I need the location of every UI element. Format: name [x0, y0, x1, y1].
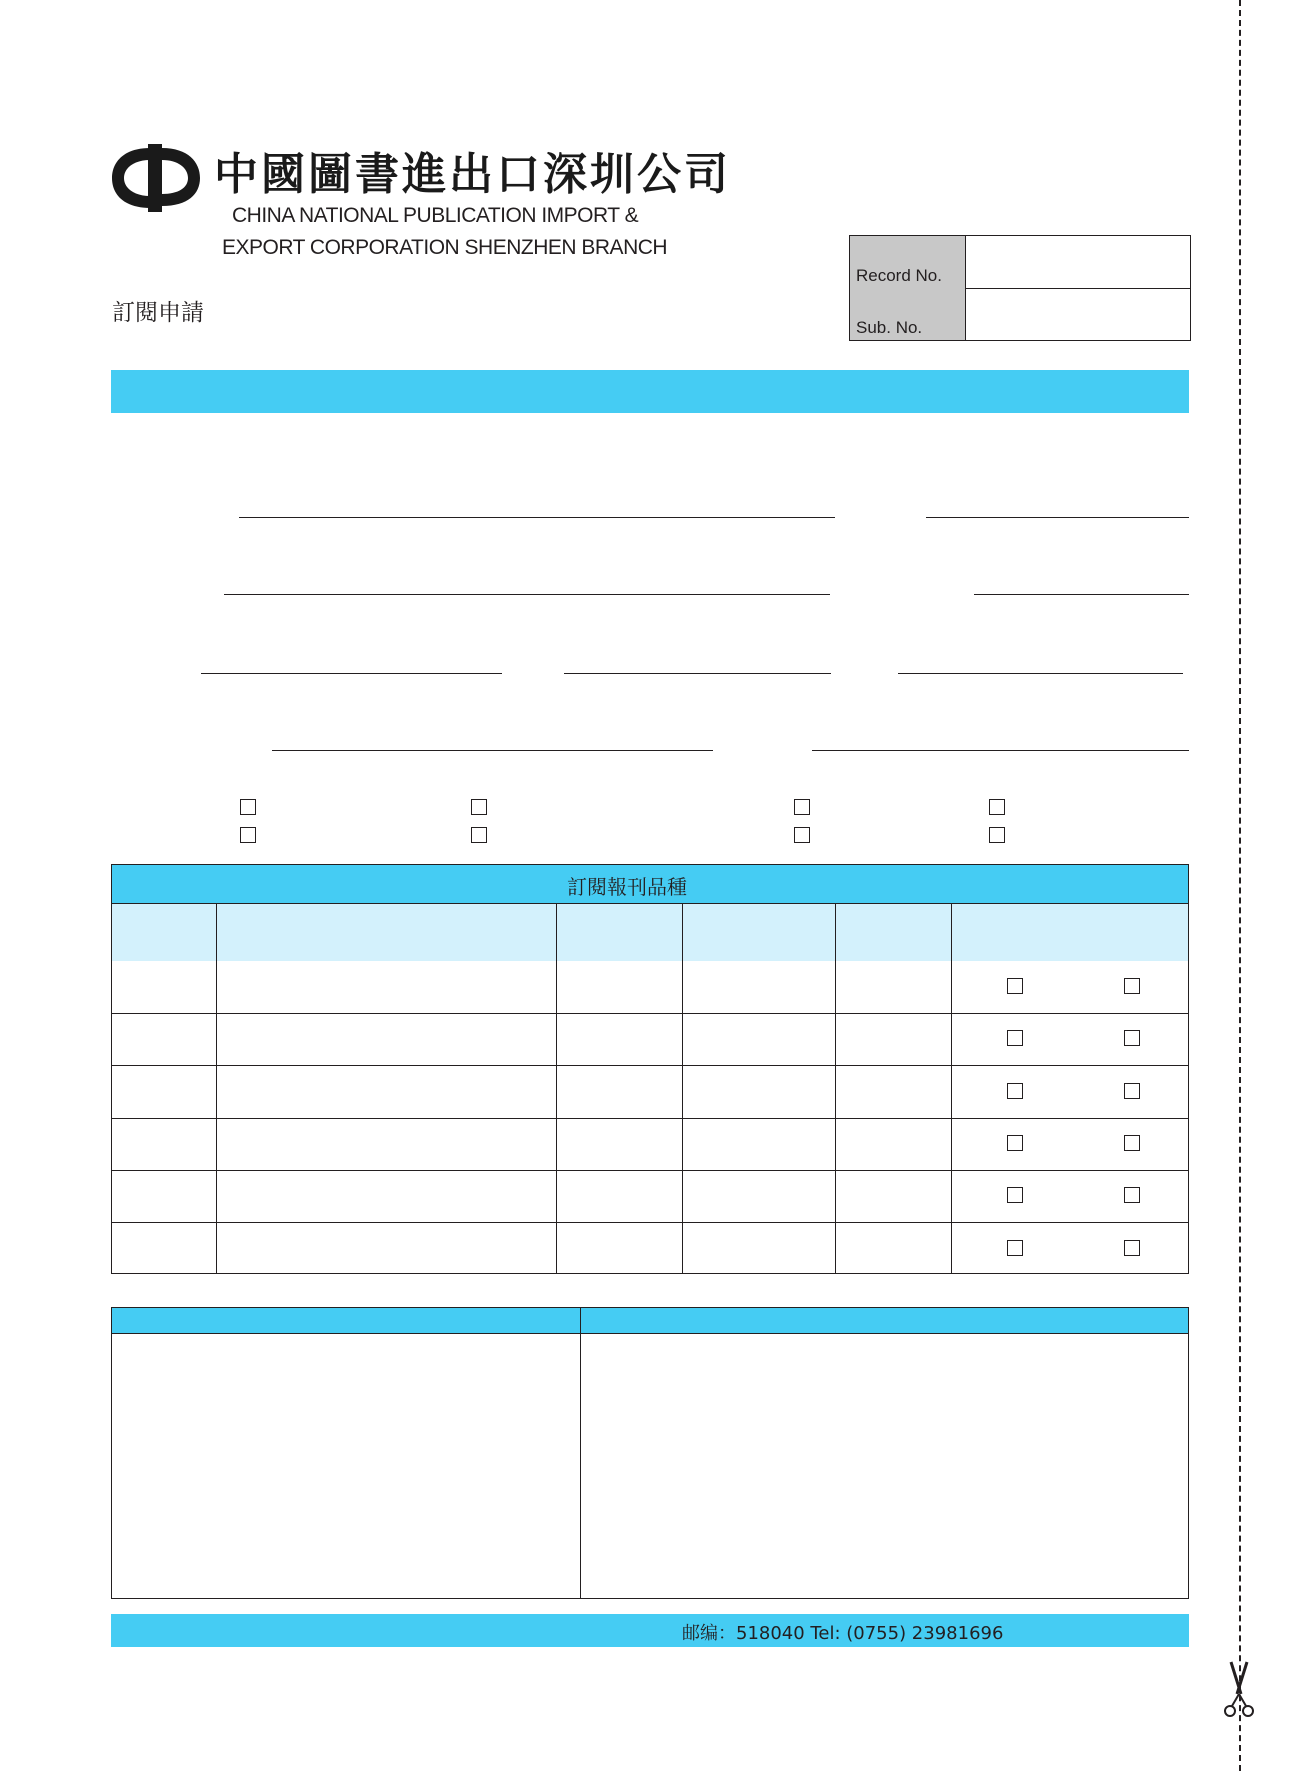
record-no-field[interactable] [966, 236, 1190, 288]
option-checkbox-7[interactable] [794, 827, 810, 843]
company-name-cn: 中國圖書進出口深圳公司 [214, 149, 731, 200]
table-row-divider [112, 1118, 1188, 1119]
sub-no-field[interactable] [966, 288, 1190, 340]
option-checkbox-8[interactable] [989, 827, 1005, 843]
table-title-bar [112, 865, 1188, 904]
row-3-checkbox-b[interactable] [1124, 1083, 1140, 1099]
column-divider [835, 904, 836, 1273]
option-checkbox-2[interactable] [471, 799, 487, 815]
form-title: 訂閱申請 [112, 300, 204, 326]
subscription-table [111, 864, 1189, 1274]
row-1-checkbox-a[interactable] [1007, 978, 1023, 994]
row-4-checkbox-b[interactable] [1124, 1135, 1140, 1151]
row-2-checkbox-a[interactable] [1007, 1030, 1023, 1046]
column-divider [682, 904, 683, 1273]
row-3-checkbox-a[interactable] [1007, 1083, 1023, 1099]
row-2-checkbox-b[interactable] [1124, 1030, 1140, 1046]
row-1-checkbox-b[interactable] [1124, 978, 1140, 994]
table-column-header-row [112, 904, 1188, 961]
sub-no-row [850, 288, 1190, 340]
row-5-checkbox-b[interactable] [1124, 1187, 1140, 1203]
cut-line [1239, 0, 1241, 1771]
fill-line-row3-c[interactable] [898, 673, 1183, 674]
sub-no-label: Sub. No. [856, 318, 923, 337]
fill-line-row4-a[interactable] [272, 750, 713, 751]
option-checkbox-1[interactable] [240, 799, 256, 815]
table-row-divider [112, 1170, 1188, 1171]
record-box [849, 235, 1191, 341]
table-title: 訂閱報刊品種 [567, 875, 687, 899]
cnpiec-logo-icon [110, 144, 202, 212]
fill-line-row4-b[interactable] [812, 750, 1189, 751]
option-checkbox-4[interactable] [989, 799, 1005, 815]
fill-line-row2-b[interactable] [974, 594, 1189, 595]
footer-band [111, 1614, 1189, 1647]
row-4-checkbox-a[interactable] [1007, 1135, 1023, 1151]
table-row-divider [112, 1222, 1188, 1223]
fill-line-row1-b[interactable] [926, 517, 1189, 518]
contact-info: 邮编：518040 Tel: (0755) 23981696 [682, 1623, 1004, 1644]
notes-header-band [112, 1308, 1188, 1334]
record-no-row [850, 236, 1190, 289]
row-5-checkbox-a[interactable] [1007, 1187, 1023, 1203]
company-name-en-line1: CHINA NATIONAL PUBLICATION IMPORT & [232, 204, 639, 227]
scissors-icon [1219, 1660, 1259, 1720]
option-checkbox-5[interactable] [240, 827, 256, 843]
option-checkbox-6[interactable] [471, 827, 487, 843]
record-no-label: Record No. [856, 266, 942, 285]
fill-line-row2-a[interactable] [224, 594, 830, 595]
fill-line-row3-a[interactable] [201, 673, 502, 674]
column-divider [556, 904, 557, 1273]
notes-section [111, 1307, 1189, 1599]
column-divider [951, 904, 952, 1273]
fill-line-row1-a[interactable] [239, 517, 835, 518]
row-6-checkbox-a[interactable] [1007, 1240, 1023, 1256]
row-6-checkbox-b[interactable] [1124, 1240, 1140, 1256]
column-divider [216, 904, 217, 1273]
notes-divider [580, 1308, 581, 1598]
company-name-en-line2: EXPORT CORPORATION SHENZHEN BRANCH [222, 236, 668, 259]
table-row-divider [112, 1013, 1188, 1014]
fill-line-row3-b[interactable] [564, 673, 831, 674]
header-band [111, 370, 1189, 413]
table-row-divider [112, 1065, 1188, 1066]
option-checkbox-3[interactable] [794, 799, 810, 815]
